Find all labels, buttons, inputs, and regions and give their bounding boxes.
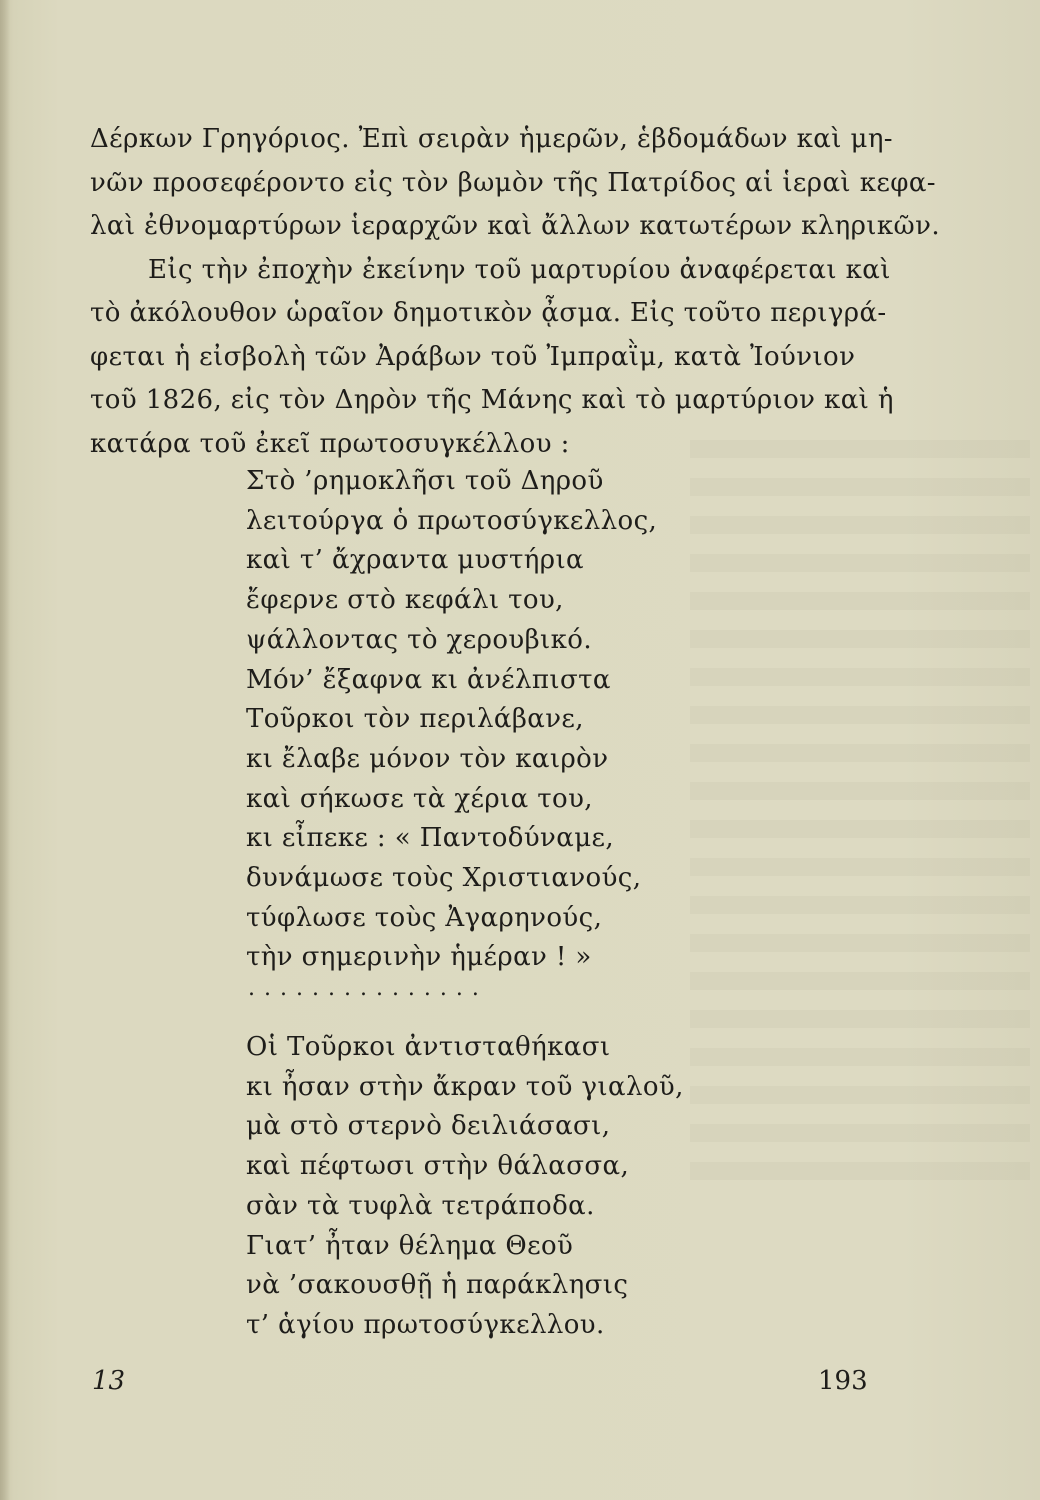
verse-line: δυνάμωσε τοὺς Χριστιανούς, xyxy=(246,863,642,894)
verse-line: Μόν’ ἔξαφνα κι ἀνέλπιστα xyxy=(246,664,611,695)
verse-line: κι ἔλαβε μόνον τὸν καιρὸν xyxy=(246,743,609,774)
verse-line: ψάλλοντας τὸ χερουβικό. xyxy=(246,624,592,655)
verse-line: Τοῦρκοι τὸν περιλάβανε, xyxy=(246,704,584,735)
ellipsis-separator: ............... xyxy=(248,976,488,1001)
verse-line: καὶ σήκωσε τὰ χέρια του, xyxy=(246,783,593,814)
prose-block xyxy=(90,118,941,466)
paragraph-1 xyxy=(90,118,941,249)
verse-line: Στὸ ’ρημοκλῆσι τοῦ Δηροῦ xyxy=(246,466,604,496)
verse-line: Γιατ’ ἦταν θέλημα Θεοῦ xyxy=(246,1230,574,1261)
text-line: Εἰς τὴν ἐποχὴν ἐκείνην τοῦ μαρτυρίου ἀναφέρεται καὶ xyxy=(148,254,891,285)
page-binding-shadow xyxy=(0,0,10,1500)
verse-line: τ’ ἁγίου πρωτοσύγκελλου. xyxy=(246,1309,605,1340)
text-line: τοῦ 1826, εἰς τὸν Δηρὸν τῆς Μάνης καὶ τὸ μαρτύριον καὶ ἡ xyxy=(90,385,894,415)
text-line: λαὶ ἐθνομαρτύρων ἱεραρχῶν καὶ ἄλλων κατωτέρων κληρικῶν. xyxy=(90,211,941,241)
verse-line: σὰν τὰ τυφλὰ τετράποδα. xyxy=(246,1190,595,1221)
verse-line: καὶ πέφτωσι στὴν θάλασσα, xyxy=(246,1151,630,1182)
verse-line: τύφλωσε τοὺς Ἀγαρηνούς, xyxy=(246,902,603,933)
poem-stanza-2 xyxy=(246,1028,806,1346)
signature-mark: 13 xyxy=(92,1366,126,1396)
text-line: Δέρκων Γρηγόριος. Ἐπὶ σειρὰν ἡμερῶν, ἑβδομάδων καὶ μη- xyxy=(90,124,893,154)
verse-line: κι εἶπεκε : « Παντοδύναμε, xyxy=(246,823,615,854)
text-line: τὸ ἀκόλουθον ὡραῖον δημοτικὸν ᾆσμα. Εἰς τοῦτο περιγρά- xyxy=(90,298,887,328)
verse-line: ἔφερνε στὸ κεφάλι του, xyxy=(246,585,564,616)
paragraph-2 xyxy=(90,249,894,467)
text-line: νῶν προσεφέροντο εἰς τὸν βωμὸν τῆς Πατρίδος αἱ ἱεραὶ κεφα- xyxy=(90,167,936,198)
verse-line: κι ἦσαν στὴν ἄκραν τοῦ γιαλοῦ, xyxy=(246,1071,684,1102)
verse-line: τὴν σημερινὴν ἡμέραν ! » xyxy=(246,942,592,973)
poem-stanza-1 xyxy=(246,462,806,978)
verse-line: μὰ στὸ στερνὸ δειλιάσασι, xyxy=(246,1111,611,1142)
verse-line: καὶ τ’ ἄχραντα μυστήρια xyxy=(246,545,584,576)
text-line: κατάρα τοῦ ἐκεῖ πρωτοσυγκέλλου : xyxy=(90,428,570,459)
page-number: 193 xyxy=(818,1366,868,1396)
text-line: φεται ἡ εἰσβολὴ τῶν Ἀράβων τοῦ Ἰμπραῒμ, κατὰ Ἰούνιον xyxy=(90,341,856,372)
verse-line: Οἱ Τοῦρκοι ἀντισταθήκασι xyxy=(246,1032,611,1062)
verse-line: νὰ ’σακουσθῇ ἡ παράκλησις xyxy=(246,1270,629,1301)
verse-line: λειτούργα ὁ πρωτοσύγκελλος, xyxy=(246,505,658,536)
